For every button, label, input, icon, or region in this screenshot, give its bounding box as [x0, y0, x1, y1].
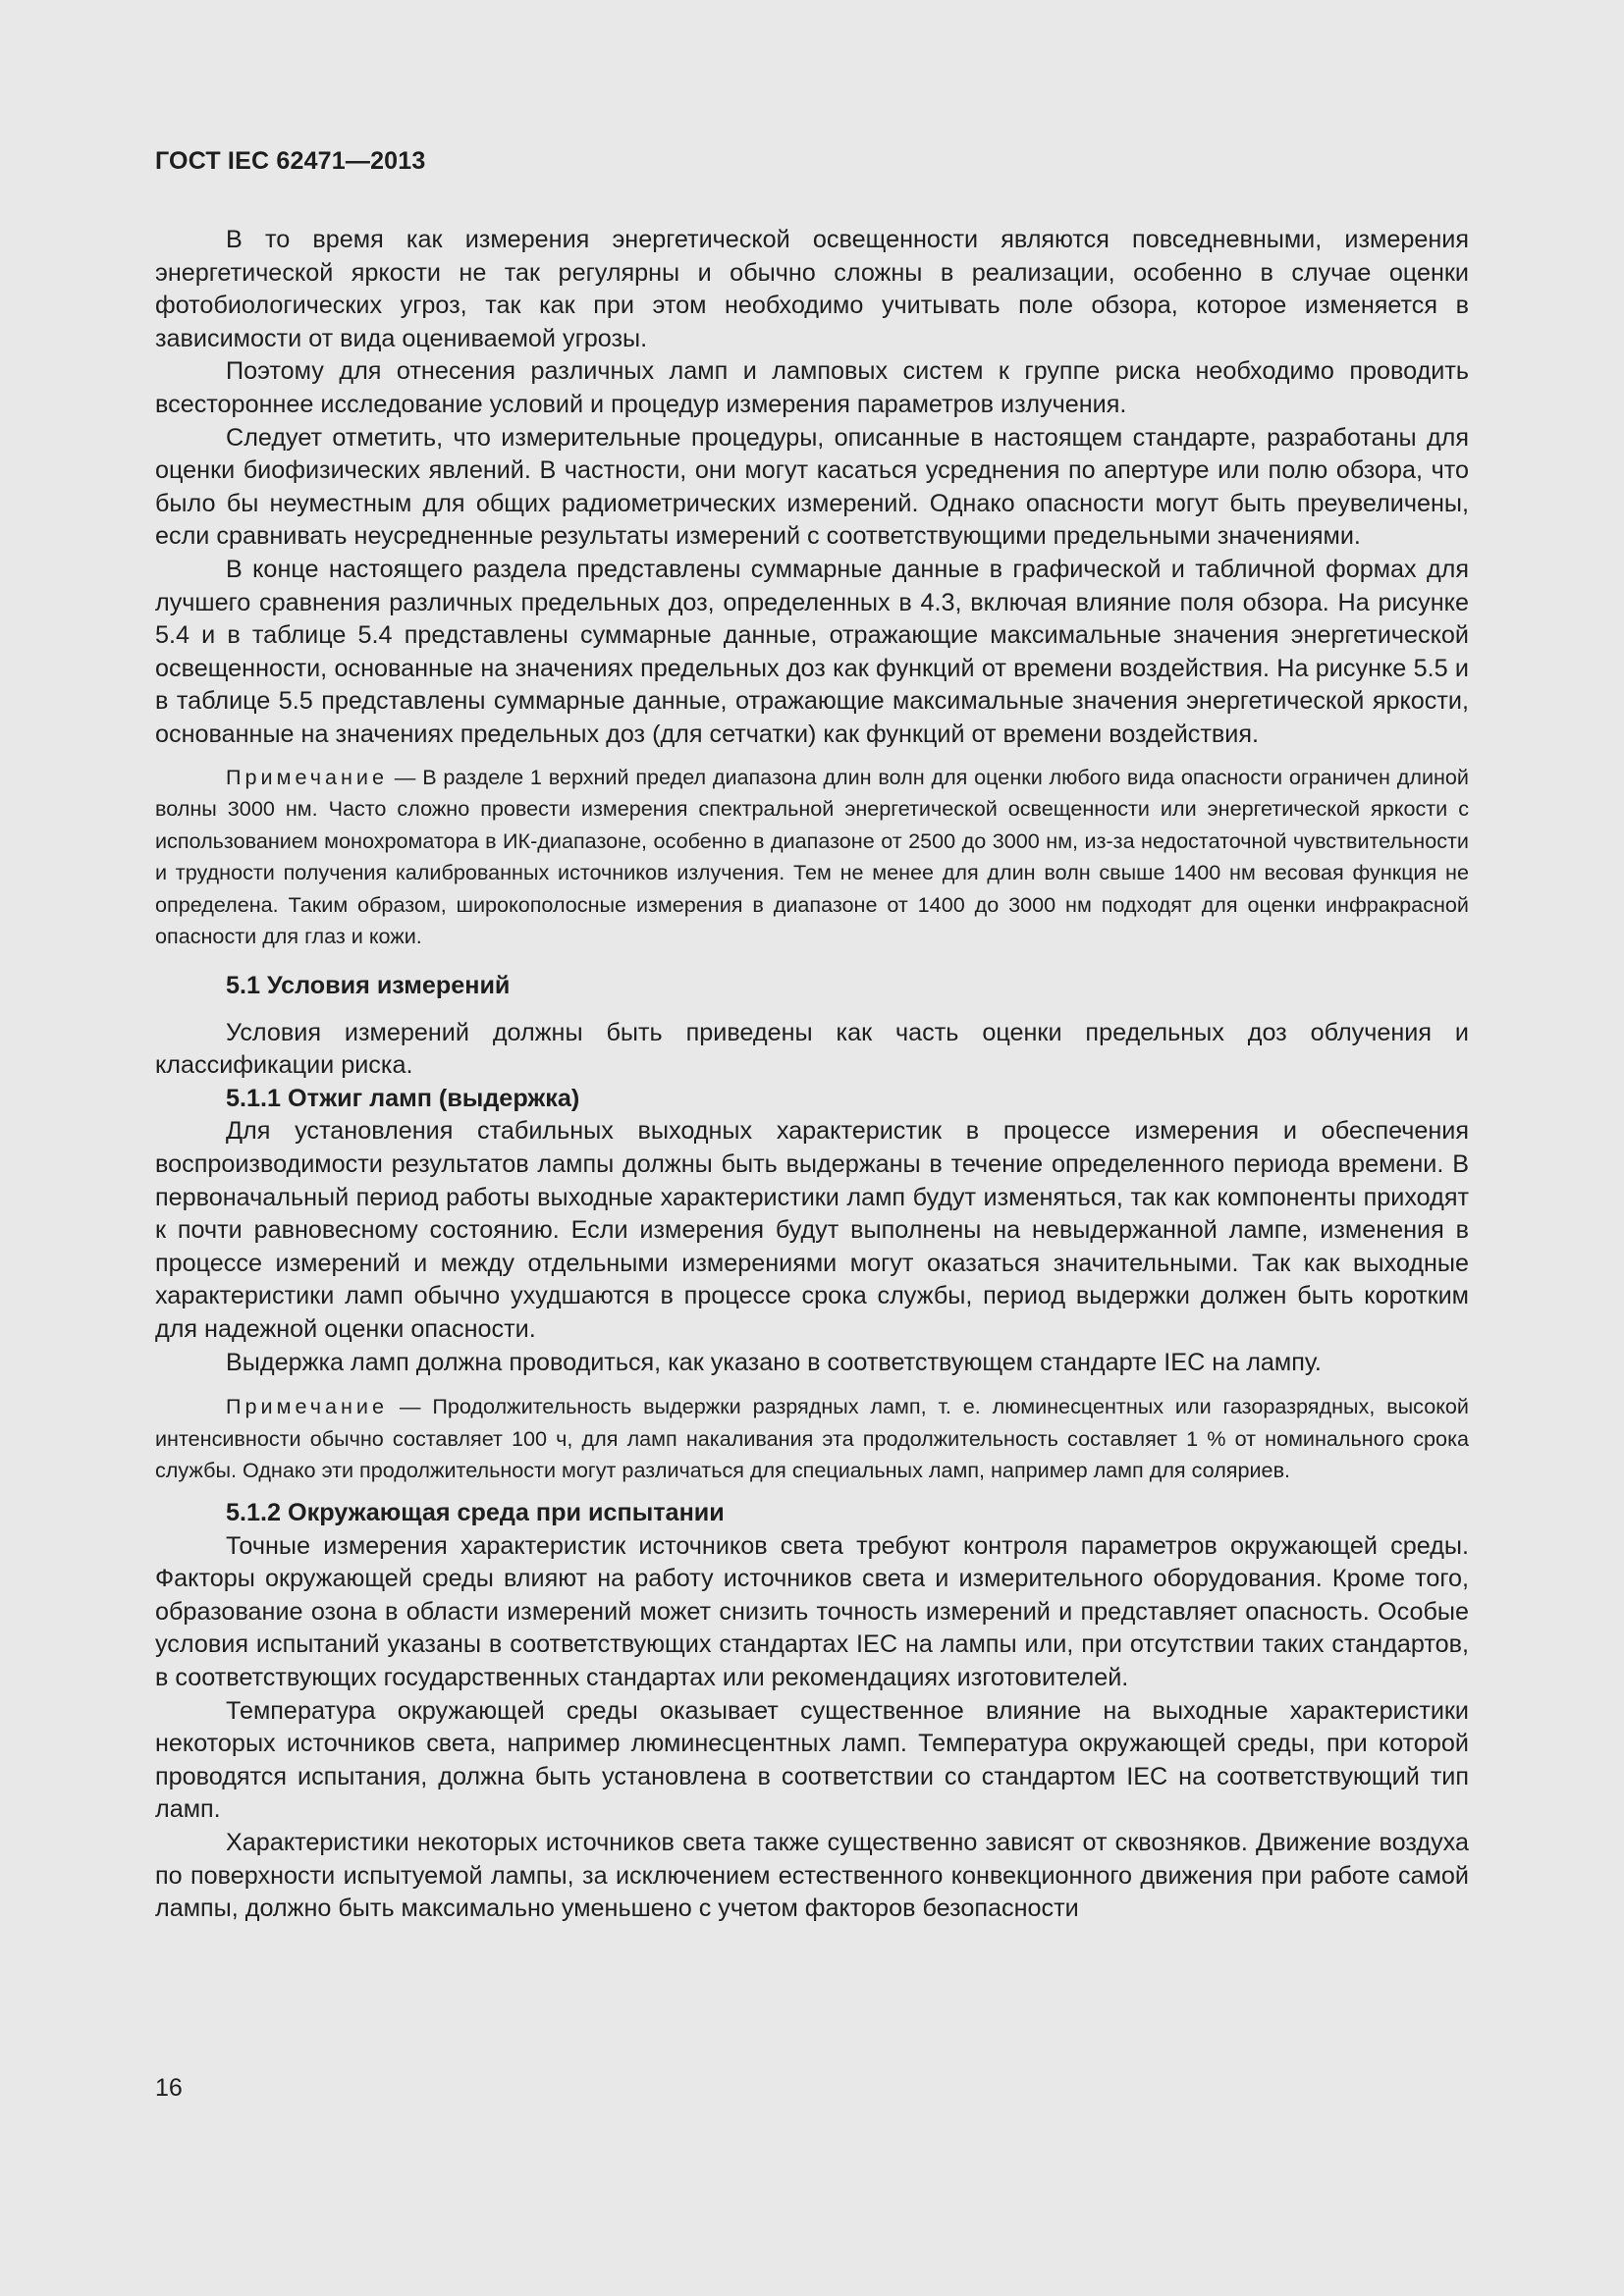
- section-5-1-1-title: 5.1.1 Отжиг ламп (выдержка): [226, 1084, 580, 1112]
- paragraph-9: Температура окружающей среды оказывает существенное влияние на выходные характеристики некоторых источников света, например люминесцентных ламп. Температура окружающей среды, при которой проводятся испытания, должна быть установлена в соответствии со стандартом IEC на соответствующий тип ламп.: [155, 1696, 1469, 1824]
- note-1-text: — В разделе 1 верхний предел диапазона длин волн для оценки любого вида опасности ограничен длиной волны 3000 нм. Часто сложно провести измерения спектральной энергетической освещенности или энергетической яркости с использованием монохроматора в ИК-диапазоне, особенно в диапазоне от 2500 до 3000 нм, из-за недостаточной чувствительности и трудности получения калиброванных источников излучения. Тем не менее для длин волн свыше 1400 нм весовая функция не определена. Таким образом, широкополосные измерения в диапазоне от 1400 до 3000 нм подходят для оценки инфракрасной опасности для глаз и кожи.: [155, 764, 1469, 949]
- document-header: ГОСТ IEC 62471—2013: [155, 147, 426, 175]
- note-1: [155, 762, 1469, 954]
- paragraph-5: Условия измерений должны быть приведены как часть оценки предельных доз облучения и классификации риска.: [155, 1018, 1469, 1080]
- note-2-label: Примечание: [226, 1394, 388, 1419]
- document-body: [155, 224, 1469, 1926]
- section-5-1-title: 5.1 Условия измерений: [226, 972, 511, 1000]
- paragraph-10: Характеристики некоторых источников света также существенно зависят от сквозняков. Движение воздуха по поверхности испытуемой лампы, за исключением естественного конвекционного движения при работе самой лампы, должно быть максимально уменьшено с учетом факторов безопасности: [155, 1828, 1469, 1923]
- paragraph-2: Поэтому для отнесения различных ламп и ламповых систем к группе риска необходимо проводить всестороннее исследование условий и процедур измерения параметров излучения.: [155, 357, 1469, 418]
- note-1-label: Примечание: [226, 764, 388, 789]
- paragraph-7: Выдержка ламп должна проводиться, как указано в соответствующем стандарте IEC на лампу.: [226, 1348, 1322, 1376]
- note-2-text: — Продолжительность выдержки разрядных ламп, т. е. люминесцентных или газоразрядных, высокой интенсивности обычно составляет 100 ч, для ламп накаливания эта продолжительность составляет 1 % от номинального срока службы. Однако эти продолжительности могут различаться для специальных ламп, например ламп для соляриев.: [155, 1394, 1469, 1483]
- section-5-1-2-title: 5.1.2 Окружающая среда при испытании: [226, 1498, 725, 1526]
- note-2: [155, 1391, 1469, 1487]
- paragraph-6: Для установления стабильных выходных характеристик в процессе измерения и обеспечения воспроизводимости результатов лампы должны быть выдержаны в течение определенного периода времени. В первоначальный период работы выходные характеристики ламп будут изменяться, так как компоненты приходят к почти равновесному состоянию. Если измерения будут выполнены на невыдержанной лампе, изменения в процессе измерений и между отдельными измерениями могут оказаться значительными. Так как выходные характеристики ламп обычно ухудшаются в процессе срока службы, период выдержки должен быть коротким для надежной оценки опасности.: [155, 1117, 1469, 1343]
- paragraph-3: Следует отметить, что измерительные процедуры, описанные в настоящем стандарте, разработаны для оценки биофизических явлений. В частности, они могут касаться усреднения по апертуре или полю обзора, что было бы неуместным для общих радиометрических измерений. Однако опасности могут быть преувеличены, если сравнивать неусредненные результаты измерений с соответствующими предельными значениями.: [155, 423, 1469, 551]
- paragraph-8: Точные измерения характеристик источников света требуют контроля параметров окружающей среды. Факторы окружающей среды влияют на работу источников света и измерительного оборудования. Кроме того, образование озона в области измерений может снизить точность измерений и представляет опасность. Особые условия испытаний указаны в соответствующих стандартах IEC на лампы или, при отсутствии таких стандартов, в соответствующих государственных стандартах или рекомендациях изготовителей.: [155, 1531, 1469, 1691]
- paragraph-1: В то время как измерения энергетической освещенности являются повседневными, измерения энергетической яркости не так регулярны и обычно сложны в реализации, особенно в случае оценки фотобиологических угроз, так как при этом необходимо учитывать поле обзора, которое изменяется в зависимости от вида оцениваемой угрозы.: [155, 226, 1469, 352]
- paragraph-4: В конце настоящего раздела представлены суммарные данные в графической и табличной формах для лучшего сравнения различных предельных доз, определенных в 4.3, включая влияние поля обзора. На рисунке 5.4 и в таблице 5.4 представлены суммарные данные, отражающие максимальные значения энергетической освещенности, основанные на значениях предельных доз как функций от времени воздействия. На рисунке 5.5 и в таблице 5.5 представлены суммарные данные, отражающие максимальные значения энергетической яркости, основанные на значениях предельных доз (для сетчатки) как функций от времени воздействия.: [155, 555, 1469, 748]
- page-number: 16: [155, 2074, 183, 2102]
